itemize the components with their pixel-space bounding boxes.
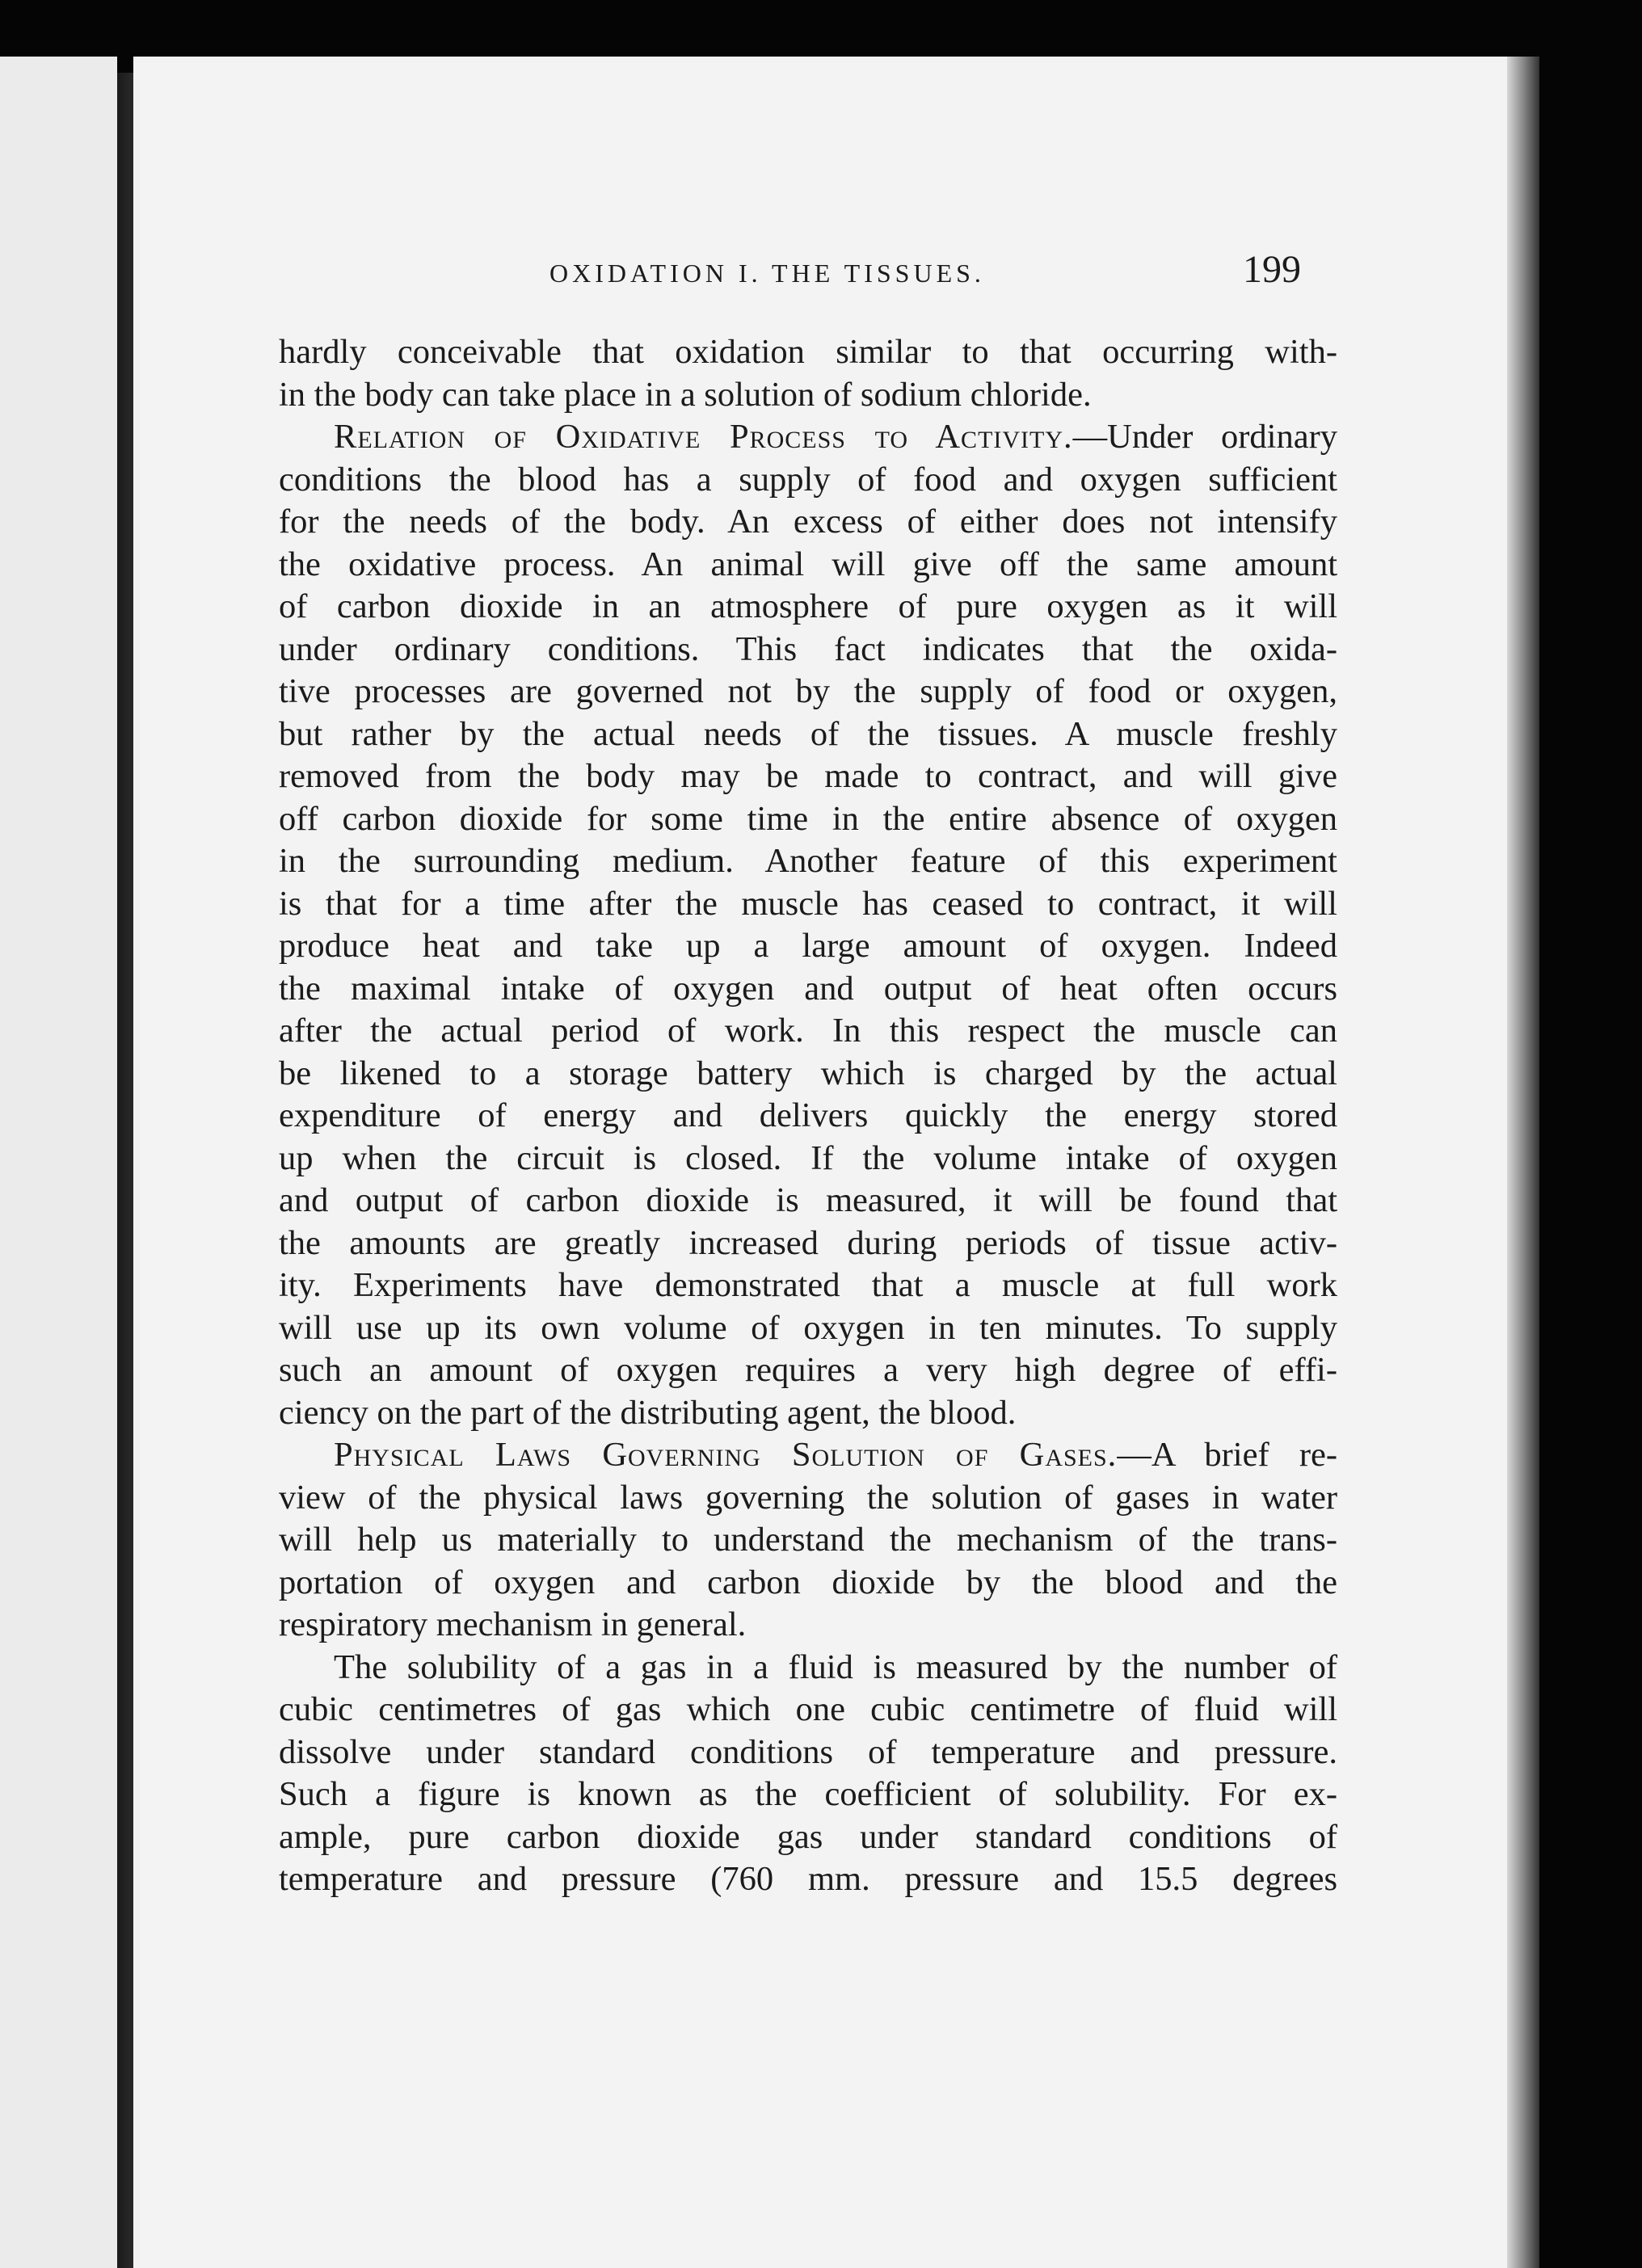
text-line: the oxidative process. An animal will give off the same amount	[279, 545, 1337, 583]
running-head: OXIDATION I. THE TISSUES.	[549, 259, 985, 288]
section-heading: Physical Laws Governing Solution of Gases.	[334, 1436, 1118, 1474]
text-line: of carbon dioxide in an atmosphere of pure oxygen as it will	[279, 587, 1337, 625]
text-line: for the needs of the body. An excess of either does not intensify	[279, 503, 1337, 541]
facing-page-edge	[0, 57, 117, 2268]
text-line: respiratory mechanism in general.	[279, 1605, 747, 1643]
section-heading: Relation of Oxidative Process to Activity.	[334, 418, 1073, 456]
text-line: be likened to a storage battery which is charged by the actual	[279, 1054, 1337, 1092]
page-number: 199	[1243, 248, 1301, 291]
text-line: view of the physical laws governing the solution of gases in water	[279, 1478, 1337, 1517]
text-line: ity. Experiments have demonstrated that a muscle at full work	[279, 1266, 1337, 1304]
text-line: removed from the body may be made to contract, and will give	[279, 757, 1337, 795]
page-stack-edge	[1507, 57, 1539, 2268]
text-line: in the body can take place in a solution of sodium chloride.	[279, 375, 1092, 414]
text-line: up when the circuit is closed. If the volume intake of oxygen	[279, 1138, 1337, 1177]
text-line: Such a figure is known as the coefficient of solubility. For ex-	[279, 1775, 1337, 1813]
text-line: hardly conceivable that oxidation similar to that occurring with-	[279, 333, 1337, 371]
paragraph-opening-line	[279, 1434, 1337, 1477]
text-line: produce heat and take up a large amount of oxygen. Indeed	[279, 927, 1337, 965]
body-text	[279, 331, 1337, 1901]
text-line: in the surrounding medium. Another feature of this experiment	[279, 842, 1337, 880]
text-line: the amounts are greatly increased during periods of tissue activ-	[279, 1223, 1337, 1262]
text-line: and output of carbon dioxide is measured, it will be found that	[279, 1181, 1337, 1219]
text-line: but rather by the actual needs of the tissues. A muscle freshly	[279, 714, 1337, 753]
text-line: off carbon dioxide for some time in the entire absence of oxygen	[279, 799, 1337, 838]
text-line: will use up its own volume of oxygen in ten minutes. To supply	[279, 1308, 1337, 1347]
text-line: conditions the blood has a supply of food and oxygen sufficient	[279, 460, 1337, 499]
text-line: is that for a time after the muscle has ceased to contract, it will	[279, 884, 1337, 923]
text-line: The solubility of a gas in a fluid is measured by the number of	[334, 1647, 1337, 1686]
paragraph-opening-line	[279, 416, 1337, 459]
text-line: ciency on the part of the distributing agent, the blood.	[279, 1393, 1017, 1432]
text-line: ample, pure carbon dioxide gas under standard conditions of	[279, 1817, 1337, 1856]
text-line: expenditure of energy and delivers quickly the energy stored	[279, 1096, 1337, 1134]
text-line: portation of oxygen and carbon dioxide by the blood and the	[279, 1563, 1337, 1601]
text-line: will help us materially to understand the mechanism of the trans-	[279, 1521, 1337, 1559]
text-line: after the actual period of work. In this respect the muscle can	[279, 1012, 1337, 1050]
text-line: the maximal intake of oxygen and output of heat often occurs	[279, 969, 1337, 1008]
text-line: such an amount of oxygen requires a very high degree of effi-	[279, 1351, 1337, 1389]
text-line: tive processes are governed not by the supply of food or oxygen,	[279, 672, 1337, 710]
text-fragment: —A brief re-	[1117, 1436, 1338, 1474]
text-line: cubic centimetres of gas which one cubic centimetre of fluid will	[279, 1690, 1337, 1728]
book-spine	[117, 73, 133, 2268]
text-line: under ordinary conditions. This fact indicates that the oxida-	[279, 629, 1337, 668]
text-line: dissolve under standard conditions of temperature and pressure.	[279, 1732, 1337, 1771]
text-fragment: —Under ordinary	[1072, 418, 1337, 456]
text-line: temperature and pressure (760 mm. pressure and 15.5 degrees	[279, 1860, 1337, 1898]
